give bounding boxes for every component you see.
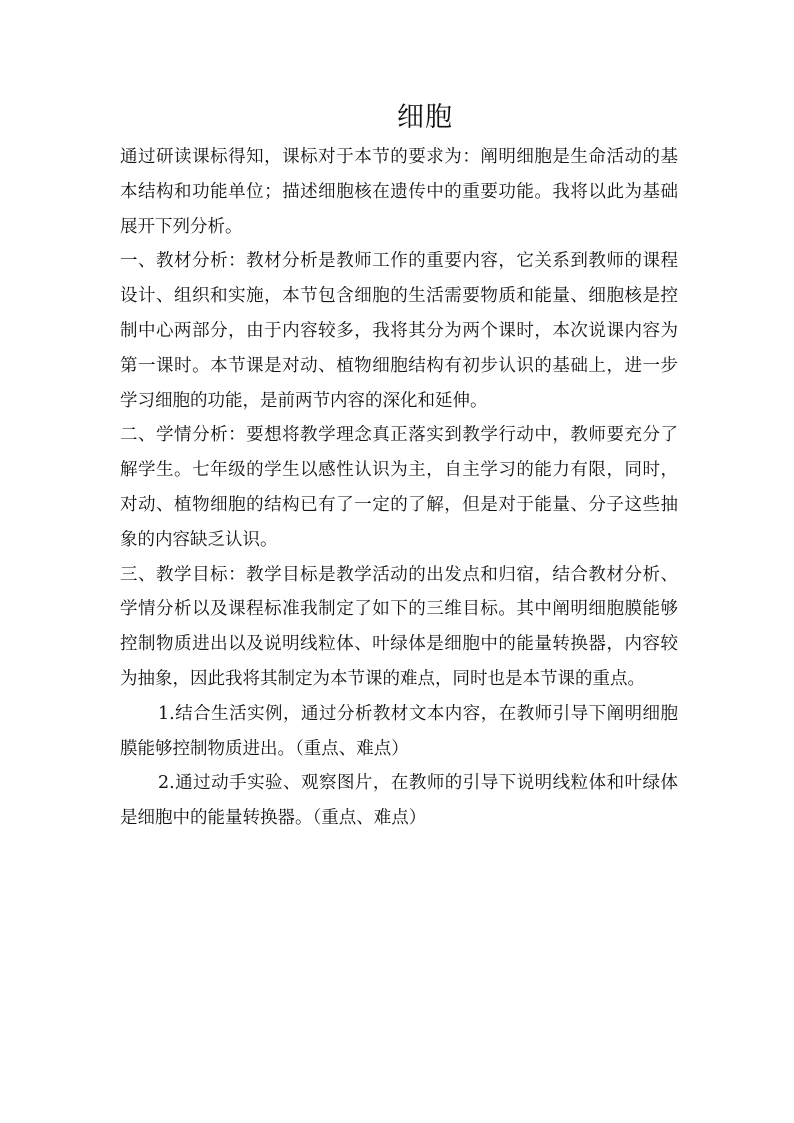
teaching-goals-paragraph: 三、教学目标：教学目标是教学活动的出发点和归宿，结合教材分析、学情分析以及课程标准我制定了如下的三维目标。其中阐明细胞膜能够控制物质进出以及说明线粒体、叶绿体是细胞中的能量转换器，内容较为抽象，因此我将其制定为本节课的难点，同时也是本节课的重点。 — [120, 564, 678, 689]
student-analysis-paragraph: 二、学情分析：要想将教学理念真正落实到教学行动中，教师要充分了解学生。七年级的学生以感性认识为主，自主学习的能力有限，同时，对动、植物细胞的结构已有了一定的了解，但是对于能量、分子这些抽象的内容缺乏认识。 — [120, 425, 678, 550]
document-title: 细胞 — [397, 102, 453, 133]
textbook-analysis-paragraph: 一、教材分析：教材分析是教师工作的重要内容，它关系到教师的课程设计、组织和实施，本节包含细胞的生活需要物质和能量、细胞核是控制中心两部分，由于内容较多，我将其分为两个课时，本次说课内容为第一课时。本节课是对动、植物细胞结构有初步认识的基础上，进一步学习细胞的功能，是前两节内容的深化和延伸。 — [120, 251, 678, 411]
intro-paragraph: 通过研读课标得知，课标对于本节的要求为：阐明细胞是生命活动的基本结构和功能单位；描述细胞核在遗传中的重要功能。我将以此为基础展开下列分析。 — [120, 147, 678, 237]
goal-item-2: 2.通过动手实验、观察图片，在教师的引导下说明线粒体和叶绿体是细胞中的能量转换器。（重点、难点） — [120, 773, 678, 829]
goal-item-1: 1.结合生活实例，通过分析教材文本内容，在教师引导下阐明细胞膜能够控制物质进出。（重点、难点） — [120, 703, 678, 759]
document-page — [120, 96, 678, 836]
